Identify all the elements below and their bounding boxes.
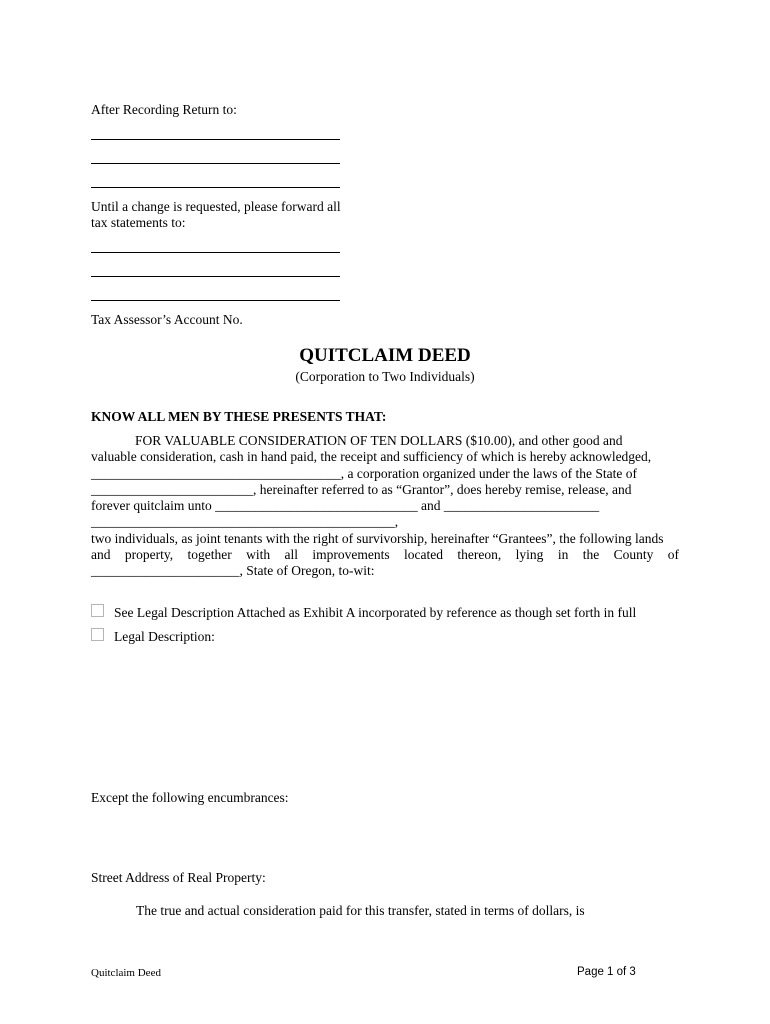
tax-address-line-3[interactable]	[91, 300, 340, 301]
street-address-label: Street Address of Real Property:	[91, 870, 266, 885]
encumbrances-label: Except the following encumbrances:	[91, 790, 289, 805]
return-address-line-2[interactable]	[91, 163, 340, 164]
exhibit-a-checkbox[interactable]	[91, 604, 104, 617]
body-line-4: ________________________, hereinafter referred to as “Grantor”, does hereby remise, release, and	[91, 481, 632, 497]
consideration-statement: The true and actual consideration paid for this transfer, stated in terms of dollars, is	[136, 903, 585, 918]
tax-statements-label-line2: tax statements to:	[91, 215, 186, 230]
deed-body-paragraph	[91, 433, 679, 580]
body-line-7: two individuals, as joint tenants with the right of survivorship, hereinafter “Grantees”, the following lands	[91, 530, 664, 546]
tax-assessor-account-label: Tax Assessor’s Account No.	[91, 312, 243, 327]
footer-document-name: Quitclaim Deed	[91, 967, 161, 979]
body-line-5: forever quitclaim unto ______________________________ and _______________________	[91, 498, 600, 514]
body-line-3: _____________________________________, a corporation organized under the laws of the State of	[91, 465, 638, 481]
tax-address-line-2[interactable]	[91, 276, 340, 277]
legal-description-checkbox[interactable]	[91, 628, 104, 641]
document-title: QUITCLAIM DEED	[299, 345, 471, 366]
body-line-9: ______________________, State of Oregon, to-wit:	[91, 563, 375, 579]
tax-statements-label-line1: Until a change is requested, please forward all	[91, 199, 341, 214]
footer-page-number: Page 1 of 3	[577, 966, 636, 978]
intro-heading: KNOW ALL MEN BY THESE PRESENTS THAT:	[91, 409, 387, 424]
body-line-6: _____________________________________________,	[91, 514, 399, 530]
body-line-8: and property, together with all improvements located thereon, lying in the County of	[91, 547, 679, 563]
document-subtitle: (Corporation to Two Individuals)	[295, 369, 475, 384]
body-line-1: FOR VALUABLE CONSIDERATION OF TEN DOLLARS ($10.00), and other good and	[135, 433, 623, 448]
exhibit-a-label: See Legal Description Attached as Exhibit A incorporated by reference as though set forth in full	[114, 605, 637, 620]
after-recording-label: After Recording Return to:	[91, 102, 237, 117]
legal-description-label: Legal Description:	[114, 629, 215, 644]
return-address-line-3[interactable]	[91, 187, 340, 188]
body-line-2: valuable consideration, cash in hand paid, the receipt and sufficiency of which is hereby acknowledged,	[91, 449, 652, 465]
return-address-line-1[interactable]	[91, 139, 340, 140]
tax-address-line-1[interactable]	[91, 252, 340, 253]
